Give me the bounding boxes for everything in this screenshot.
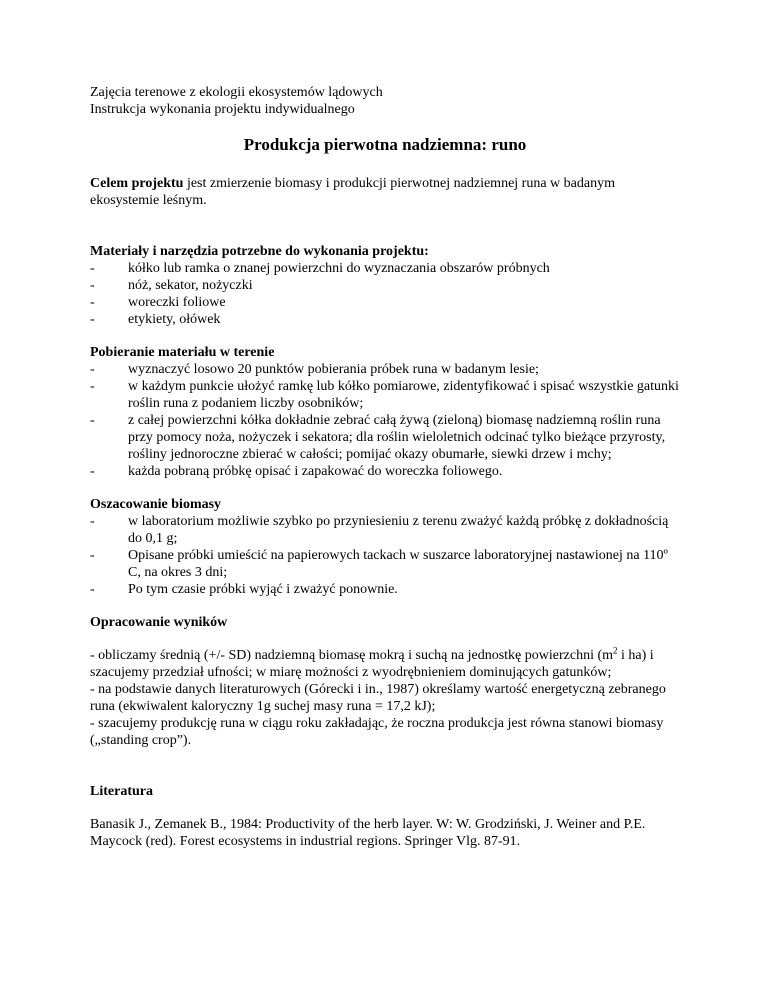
list-item: - kółko lub ramka o znanej powierzchni do wyznaczania obszarów próbnych: [90, 260, 680, 277]
biomass-section: [90, 496, 680, 598]
instruction-subtitle: Instrukcja wykonania projektu indywidualnego: [90, 102, 355, 117]
intro-text: jest zmierzenie biomasy i produkcji pierwotnej nadziemnej runa w badanym ekosystemie leśnym.: [90, 176, 615, 208]
document-page: [90, 84, 680, 850]
document-title: Produkcja pierwotna nadziemna: runo: [243, 135, 527, 154]
results-heading: Opracowanie wyników: [90, 615, 228, 630]
course-title: Zajęcia terenowe z ekologii ekosystemów lądowych: [90, 85, 383, 100]
list-item: - z całej powierzchni kółka dokładnie zebrać całą żywą (zieloną) biomasę nadziemną roślin runa przy pomocy noża, nożyczek i sekatora; dla roślin wieloletnich odcinać tylko bieżące przyrosty, rośliny jednoroczne zbierać w całości; pomijać okazy obumarłe, siewki drzew i mchy;: [90, 412, 680, 463]
list-item: - nóż, sekator, nożyczki: [90, 277, 680, 294]
list-item: - Po tym czasie próbki wyjąć i zważyć ponownie.: [90, 581, 680, 598]
biomass-heading: Oszacowanie biomasy: [90, 497, 222, 512]
superscript-2: 2: [613, 645, 618, 656]
results-paragraph-2: - na podstawie danych literaturowych (Górecki i in., 1987) określamy wartość energetyczną zebranego runa (ekwiwalent kaloryczny 1g suchej masy runa = 17,2 kJ);: [90, 682, 666, 714]
list-item: - wyznaczyć losowo 20 punktów pobierania próbek runa w badanym lesie;: [90, 361, 680, 378]
intro-paragraph: [90, 175, 680, 209]
terrain-heading: Pobieranie materiału w terenie: [90, 345, 275, 360]
materials-heading: Materiały i narzędzia potrzebne do wykonania projektu:: [90, 244, 429, 259]
literature-section: [90, 783, 680, 850]
list-item: - woreczki foliowe: [90, 294, 680, 311]
terrain-section: [90, 344, 680, 480]
literature-entry: Banasik J., Zemanek B., 1984: Productivity of the herb layer. W: W. Grodziński, J. Weiner and P.E. Maycock (red). Forest ecosystems in industrial regions. Springer Vlg. 87-91.: [90, 817, 646, 849]
materials-list: [90, 260, 680, 328]
literature-heading: Literatura: [90, 784, 153, 799]
results-section: [90, 614, 680, 749]
list-item: - Opisane próbki umieścić na papierowych tackach w suszarce laboratoryjnej nastawionej na 110º C, na okres 3 dni;: [90, 547, 680, 581]
results-p1-end: i ha) i szacujemy przedział ufności; w miarę możności z wyodrębnieniem dominujących gatunków;: [90, 648, 654, 680]
list-item: - w każdym punkcie ułożyć ramkę lub kółko pomiarowe, zidentyfikować i spisać wszystkie gatunki roślin runa z podaniem liczby osobników;: [90, 378, 680, 412]
terrain-list: [90, 361, 680, 480]
list-item: - etykiety, ołówek: [90, 311, 680, 328]
materials-section: [90, 243, 680, 328]
results-paragraph-1: [90, 645, 654, 680]
biomass-list: [90, 513, 680, 598]
results-paragraph-3: - szacujemy produkcję runa w ciągu roku zakładając, że roczna produkcja jest równa stanowi biomasy („standing crop”).: [90, 716, 664, 748]
list-item: - w laboratorium możliwie szybko po przyniesieniu z terenu zważyć każdą próbkę z dokładnością do 0,1 g;: [90, 513, 680, 547]
results-text: [90, 647, 680, 749]
list-item: - każda pobraną próbkę opisać i zapakować do woreczka foliowego.: [90, 463, 680, 480]
intro-bold-lead: Celem projektu: [90, 176, 184, 191]
results-p1-start: - obliczamy średnią (+/- SD) nadziemną biomasę mokrą i suchą na jednostkę powierzchni (m: [90, 648, 614, 663]
